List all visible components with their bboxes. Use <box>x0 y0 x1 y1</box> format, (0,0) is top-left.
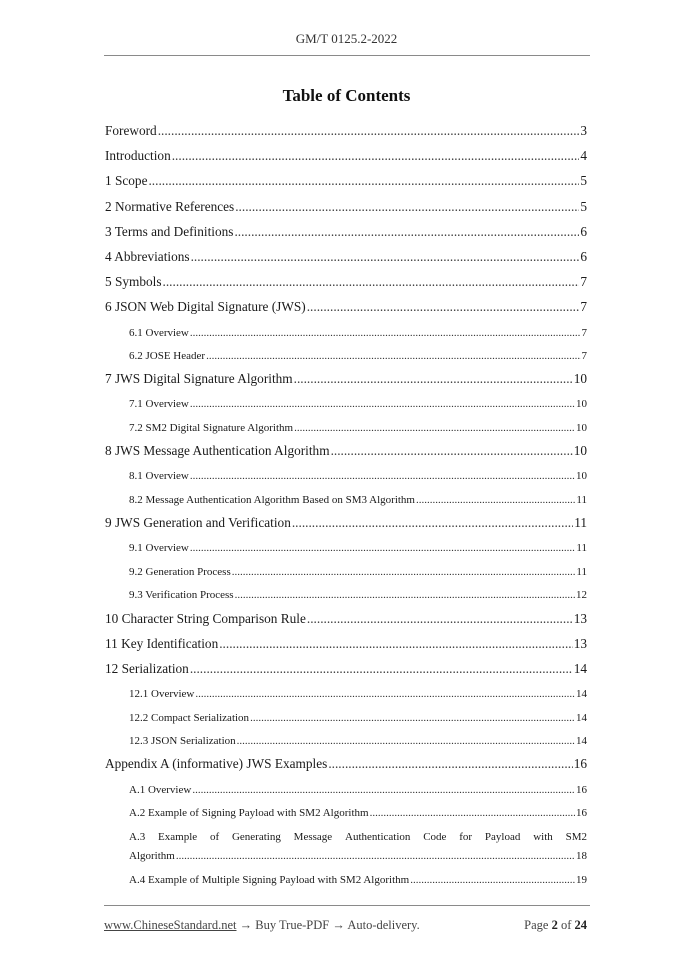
page-word: Page <box>524 918 549 932</box>
toc-page-number: 5 <box>580 198 587 214</box>
toc-entry-label: 12.2 Compact Serialization <box>129 711 250 724</box>
toc-page-number: 19 <box>576 874 587 887</box>
toc-page-number: 16 <box>576 806 587 819</box>
toc-entry[interactable] <box>105 583 587 606</box>
toc-entry[interactable] <box>105 801 587 824</box>
dot-leader <box>163 272 580 292</box>
dot-leader <box>190 467 575 485</box>
toc-entry-word: for <box>459 831 473 844</box>
toc-page-number: 11 <box>576 542 587 555</box>
dot-leader <box>331 441 573 461</box>
page-indicator <box>524 918 587 933</box>
toc-entry-label: A.2 Example of Signing Payload with SM2 Algorithm <box>129 806 369 819</box>
toc-page-number: 10 <box>573 443 587 459</box>
toc-entry[interactable] <box>105 682 587 705</box>
dot-leader <box>292 513 573 533</box>
toc-page-number: 5 <box>580 173 587 189</box>
toc-entry-label: Foreword <box>105 123 157 138</box>
toc-entry[interactable] <box>105 778 587 801</box>
toc-entry[interactable] <box>105 511 587 536</box>
toc-entry-label: Algorithm <box>129 850 175 863</box>
toc-entry[interactable] <box>105 270 587 295</box>
toc-entry[interactable] <box>105 321 587 344</box>
toc-entry-word: Example <box>158 831 198 844</box>
dot-leader <box>237 732 575 750</box>
toc-page-number: 11 <box>576 493 587 506</box>
toc-entry[interactable] <box>105 245 587 270</box>
toc-entry-label: 7.1 Overview <box>129 398 189 411</box>
dot-leader <box>410 871 575 889</box>
toc-entry[interactable] <box>105 729 587 752</box>
dot-leader <box>235 586 575 604</box>
toc-entry[interactable] <box>105 119 587 144</box>
table-of-contents <box>105 119 587 892</box>
toc-page-number: 12 <box>576 589 587 602</box>
toc-entry-label: 8.1 Overview <box>129 470 189 483</box>
toc-entry-label: 9.3 Verification Process <box>129 589 234 602</box>
toc-page-number: 6 <box>580 248 587 264</box>
toc-entry[interactable] <box>105 868 587 891</box>
toc-entry[interactable] <box>105 464 587 487</box>
toc-page-number: 7 <box>581 349 587 362</box>
toc-page-number: 14 <box>576 734 587 747</box>
toc-page-number: 11 <box>576 565 587 578</box>
toc-entry-word: Authentication <box>345 831 411 844</box>
toc-entry[interactable] <box>105 439 587 464</box>
dot-leader <box>190 395 575 413</box>
buy-pdf-text: Buy True-PDF <box>255 918 330 932</box>
toc-page-number: 13 <box>573 610 587 626</box>
dot-leader <box>219 634 572 654</box>
toc-entry-label: 5 Symbols <box>105 274 162 290</box>
dot-leader <box>328 754 572 774</box>
toc-page-number: 7 <box>580 299 587 315</box>
footer-divider <box>104 905 590 906</box>
toc-page-number: 18 <box>576 850 587 863</box>
dot-leader <box>232 563 576 581</box>
toc-entry-label: 12 Serialization <box>105 660 189 676</box>
toc-page-number: 4 <box>580 148 587 164</box>
dot-leader <box>294 419 575 437</box>
toc-entry-label: A.4 Example of Multiple Signing Payload with SM2 Algorithm <box>129 874 410 887</box>
toc-entry-label: 10 Character String Comparison Rule <box>105 610 306 626</box>
toc-page-number: 13 <box>573 635 587 651</box>
auto-delivery-text: Auto-delivery. <box>347 918 420 932</box>
toc-entry-label: Appendix A (informative) JWS Examples <box>105 756 328 772</box>
dot-leader <box>370 804 575 822</box>
toc-entry[interactable] <box>105 295 587 320</box>
toc-entry[interactable] <box>105 169 587 194</box>
toc-entry-label: 12.3 JSON Serialization <box>129 734 236 747</box>
dot-leader <box>307 297 580 317</box>
toc-entry[interactable] <box>105 220 587 245</box>
dot-leader <box>148 171 579 191</box>
toc-page-number: 10 <box>573 371 587 387</box>
toc-page-number: 14 <box>573 660 587 676</box>
dot-leader <box>190 659 573 679</box>
toc-entry-label: 6.1 Overview <box>129 326 189 339</box>
toc-page-number: 11 <box>574 515 587 531</box>
toc-entry-word: Generating <box>231 831 281 844</box>
toc-entry-label: 9 JWS Generation and Verification <box>105 515 291 531</box>
dot-leader <box>190 324 581 342</box>
toc-entry-label: 2 Normative References <box>105 198 235 214</box>
toc-page-number: 3 <box>580 123 587 138</box>
toc-page-number: 6 <box>580 223 587 239</box>
toc-entry[interactable] <box>105 195 587 220</box>
toc-entry[interactable] <box>105 344 587 367</box>
toc-entry-label: 11 Key Identification <box>105 635 219 651</box>
toc-entry[interactable] <box>105 706 587 729</box>
toc-entry[interactable] <box>105 488 587 511</box>
toc-page-number: 10 <box>576 398 587 411</box>
toc-entry-label: 9.2 Generation Process <box>129 565 231 578</box>
document-code-header: GM/T 0125.2-2022 <box>295 31 398 46</box>
toc-entry-word: SM2 <box>565 831 587 844</box>
toc-page-number: 16 <box>573 756 587 772</box>
dot-leader <box>195 685 575 703</box>
dot-leader <box>176 847 575 865</box>
toc-entry[interactable] <box>105 657 587 682</box>
arrow-right-icon: → <box>332 918 345 932</box>
arrow-right-icon: → <box>239 918 253 932</box>
toc-page-number: 14 <box>576 688 587 701</box>
current-page-number: 2 <box>551 918 558 932</box>
toc-page-number: 10 <box>576 421 587 434</box>
toc-entry[interactable] <box>105 560 587 583</box>
dot-leader <box>234 222 579 242</box>
toc-entry-label: 7.2 SM2 Digital Signature Algorithm <box>129 421 294 434</box>
of-word: of <box>560 918 572 932</box>
toc-entry-word: of <box>209 831 220 844</box>
toc-entry[interactable] <box>105 752 587 777</box>
toc-entry-label: 6 JSON Web Digital Signature (JWS) <box>105 299 306 315</box>
dot-leader <box>192 781 575 799</box>
dot-leader <box>190 539 576 557</box>
toc-entry-word: Code <box>423 831 447 844</box>
toc-entry-label: 7 JWS Digital Signature Algorithm <box>105 371 293 387</box>
toc-entry[interactable] <box>105 416 587 439</box>
toc-entry-word: with <box>533 831 553 844</box>
toc-entry-label: 8 JWS Message Authentication Algorithm <box>105 443 330 459</box>
dot-leader <box>235 197 579 217</box>
toc-entry-label: 3 Terms and Definitions <box>105 223 234 239</box>
dot-leader <box>416 491 575 509</box>
footer-promo <box>104 918 420 933</box>
toc-entry[interactable] <box>105 536 587 559</box>
website-link[interactable]: www.ChineseStandard.net <box>104 918 237 932</box>
toc-entry-label: 6.2 JOSE Header <box>129 349 206 362</box>
dot-leader <box>191 247 580 267</box>
toc-page-number: 7 <box>580 274 587 290</box>
toc-entry[interactable] <box>105 392 587 415</box>
toc-page-number: 16 <box>576 783 587 796</box>
toc-entry-label: 12.1 Overview <box>129 688 195 701</box>
toc-page-number: 14 <box>576 711 587 724</box>
toc-page-number: 7 <box>581 326 587 339</box>
toc-entry-label: Introduction <box>105 148 171 164</box>
toc-entry-label: 1 Scope <box>105 173 148 189</box>
dot-leader <box>206 347 580 365</box>
toc-entry-word: Message <box>293 831 333 844</box>
toc-entry-word: A.3 <box>129 831 146 844</box>
toc-entry[interactable] <box>105 632 587 657</box>
toc-entry[interactable] <box>105 144 587 169</box>
page-title: Table of Contents <box>282 86 411 105</box>
toc-entry[interactable] <box>105 824 587 868</box>
toc-entry-label: 4 Abbreviations <box>105 248 190 264</box>
dot-leader <box>158 121 580 141</box>
toc-entry-word: Payload <box>484 831 521 844</box>
dot-leader <box>307 609 573 629</box>
dot-leader <box>250 709 575 727</box>
toc-entry-label: 9.1 Overview <box>129 542 189 555</box>
dot-leader <box>172 146 580 166</box>
toc-entry[interactable] <box>105 367 587 392</box>
toc-entry[interactable] <box>105 607 587 632</box>
total-pages: 24 <box>574 918 587 932</box>
toc-entry-label: 8.2 Message Authentication Algorithm Based on SM3 Algorithm <box>129 493 415 506</box>
toc-entry-label: A.1 Overview <box>129 783 192 796</box>
header-divider <box>104 55 590 56</box>
toc-page-number: 10 <box>576 470 587 483</box>
dot-leader <box>294 369 573 389</box>
